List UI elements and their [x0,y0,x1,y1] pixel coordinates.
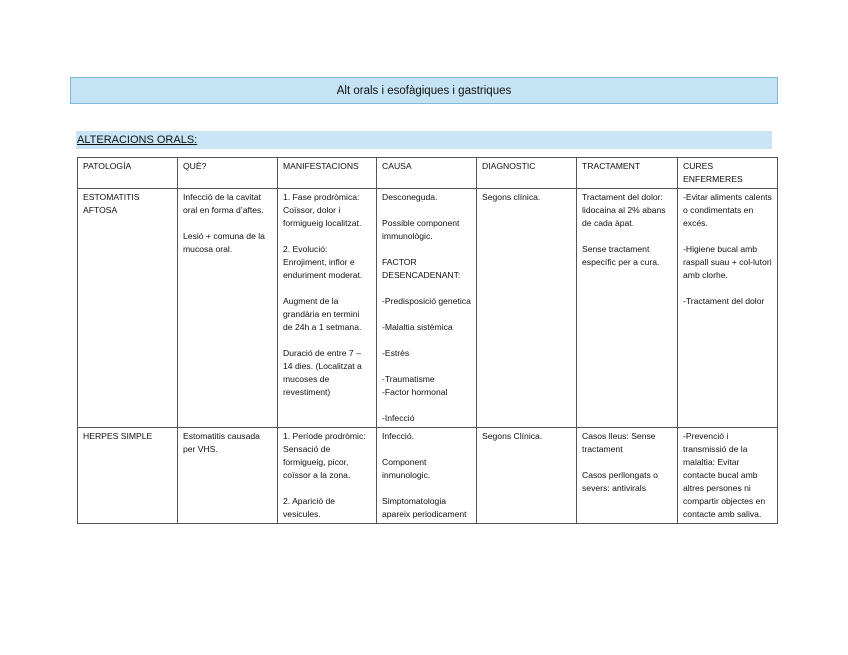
header-manifestacions: MANIFESTACIONS [278,158,377,189]
cell-text: Lesió + comuna de la mucosa oral. [183,231,265,254]
header-que: QUÈ? [178,158,278,189]
cell-text: Duració de entre 7 – 14 dies. (Localitzat a mucoses de revestiment) [283,348,362,397]
header-patologia: PATOLOGÍA [78,158,178,189]
cell-text: 1. Període prodròmic: Sensació de formigueig, picor, coïssor a la zona. [283,431,366,480]
cell-que [178,189,278,428]
cell-text: FACTOR DESENCADENANT: [382,257,461,280]
cell-text: Augment de la grandària en termini de 24h a 1 setmana. [283,296,362,332]
cell-cures-enfermeres [678,428,778,524]
cell-text: 2. Evolució: Enrojiment, inflor e enduriment moderat. [283,244,363,280]
cell-causa [377,428,477,524]
section-heading-bar [76,131,772,149]
cell-diagnostic [477,428,577,524]
header-cures-enfermeres: CURES ENFERMERES [678,158,778,189]
table-header-row [78,158,778,189]
cell-text: Possible component immunològic. [382,218,460,241]
cell-text: Infecció de la cavitat oral en forma d’aftes. [183,192,264,215]
cell-cures-enfermeres [678,189,778,428]
cell-text: -Infecció [382,413,415,423]
cell-text: Casos perllongats o severs: antivirals [582,470,658,493]
cell-text: Desconeguda. [382,192,438,202]
table-row [78,189,778,428]
cell-text: -Evitar aliments calents o condimentats en excés. [683,192,772,228]
cell-patologia [78,428,178,524]
cell-causa [377,189,477,428]
cell-text: Tractament del dolor: lidocaina al 2% abans de cada àpat. [582,192,666,228]
cell-manifestacions [278,189,377,428]
cell-text: Simptomatologia apareix periodicament [382,496,467,519]
cell-que [178,428,278,524]
cell-text: Casos lleus: Sense tractament [582,431,656,454]
cell-text: -Higiene bucal amb raspall suau + col-lutori amb clorhe. [683,244,772,280]
cell-text: -Predisposició genetica [382,296,471,306]
cell-diagnostic [477,189,577,428]
header-tractament: TRACTAMENT [577,158,678,189]
pathology-table [77,157,778,524]
cell-text: 1. Fase prodròmica: Coïssor, dolor i formigueig localitzat. [283,192,362,228]
cell-text: HERPES SIMPLE [83,431,153,441]
cell-text: 2. Aparició de vesicules. [283,496,336,519]
cell-text: Infecció. [382,431,415,441]
cell-text: Segons Clínica. [482,431,543,441]
cell-tractament [577,189,678,428]
section-title: ALTERACIONS ORALS: [77,134,198,146]
cell-text: -Estrès [382,348,410,358]
cell-patologia [78,189,178,428]
cell-text: Component inmunologic. [382,457,431,480]
cell-text: ESTOMATITIS AFTOSA [83,192,140,215]
cell-tractament [577,428,678,524]
header-causa: CAUSA [377,158,477,189]
cell-text: -Factor hormonal [382,387,448,397]
cell-text: Sense tractament específic per a cura. [582,244,660,267]
cell-text: Estomatitis causada per VHS. [183,431,260,454]
document-title-box [70,77,778,104]
document-title: Alt orals i esofàgiques i gastriques [336,84,512,97]
cell-text: Segons clínica. [482,192,541,202]
cell-text: -Tractament del dolor [683,296,765,306]
header-diagnostic: DIAGNOSTIC [477,158,577,189]
table-row [78,428,778,524]
cell-manifestacions [278,428,377,524]
cell-text: -Traumatisme [382,374,435,384]
cell-text: -Prevenció i transmissió de la malaltia: Evitar contacte bucal amb altres persones ni compartir objectes en contacte amb saliva. [683,431,766,519]
cell-text: -Malaltia sistèmica [382,322,453,332]
